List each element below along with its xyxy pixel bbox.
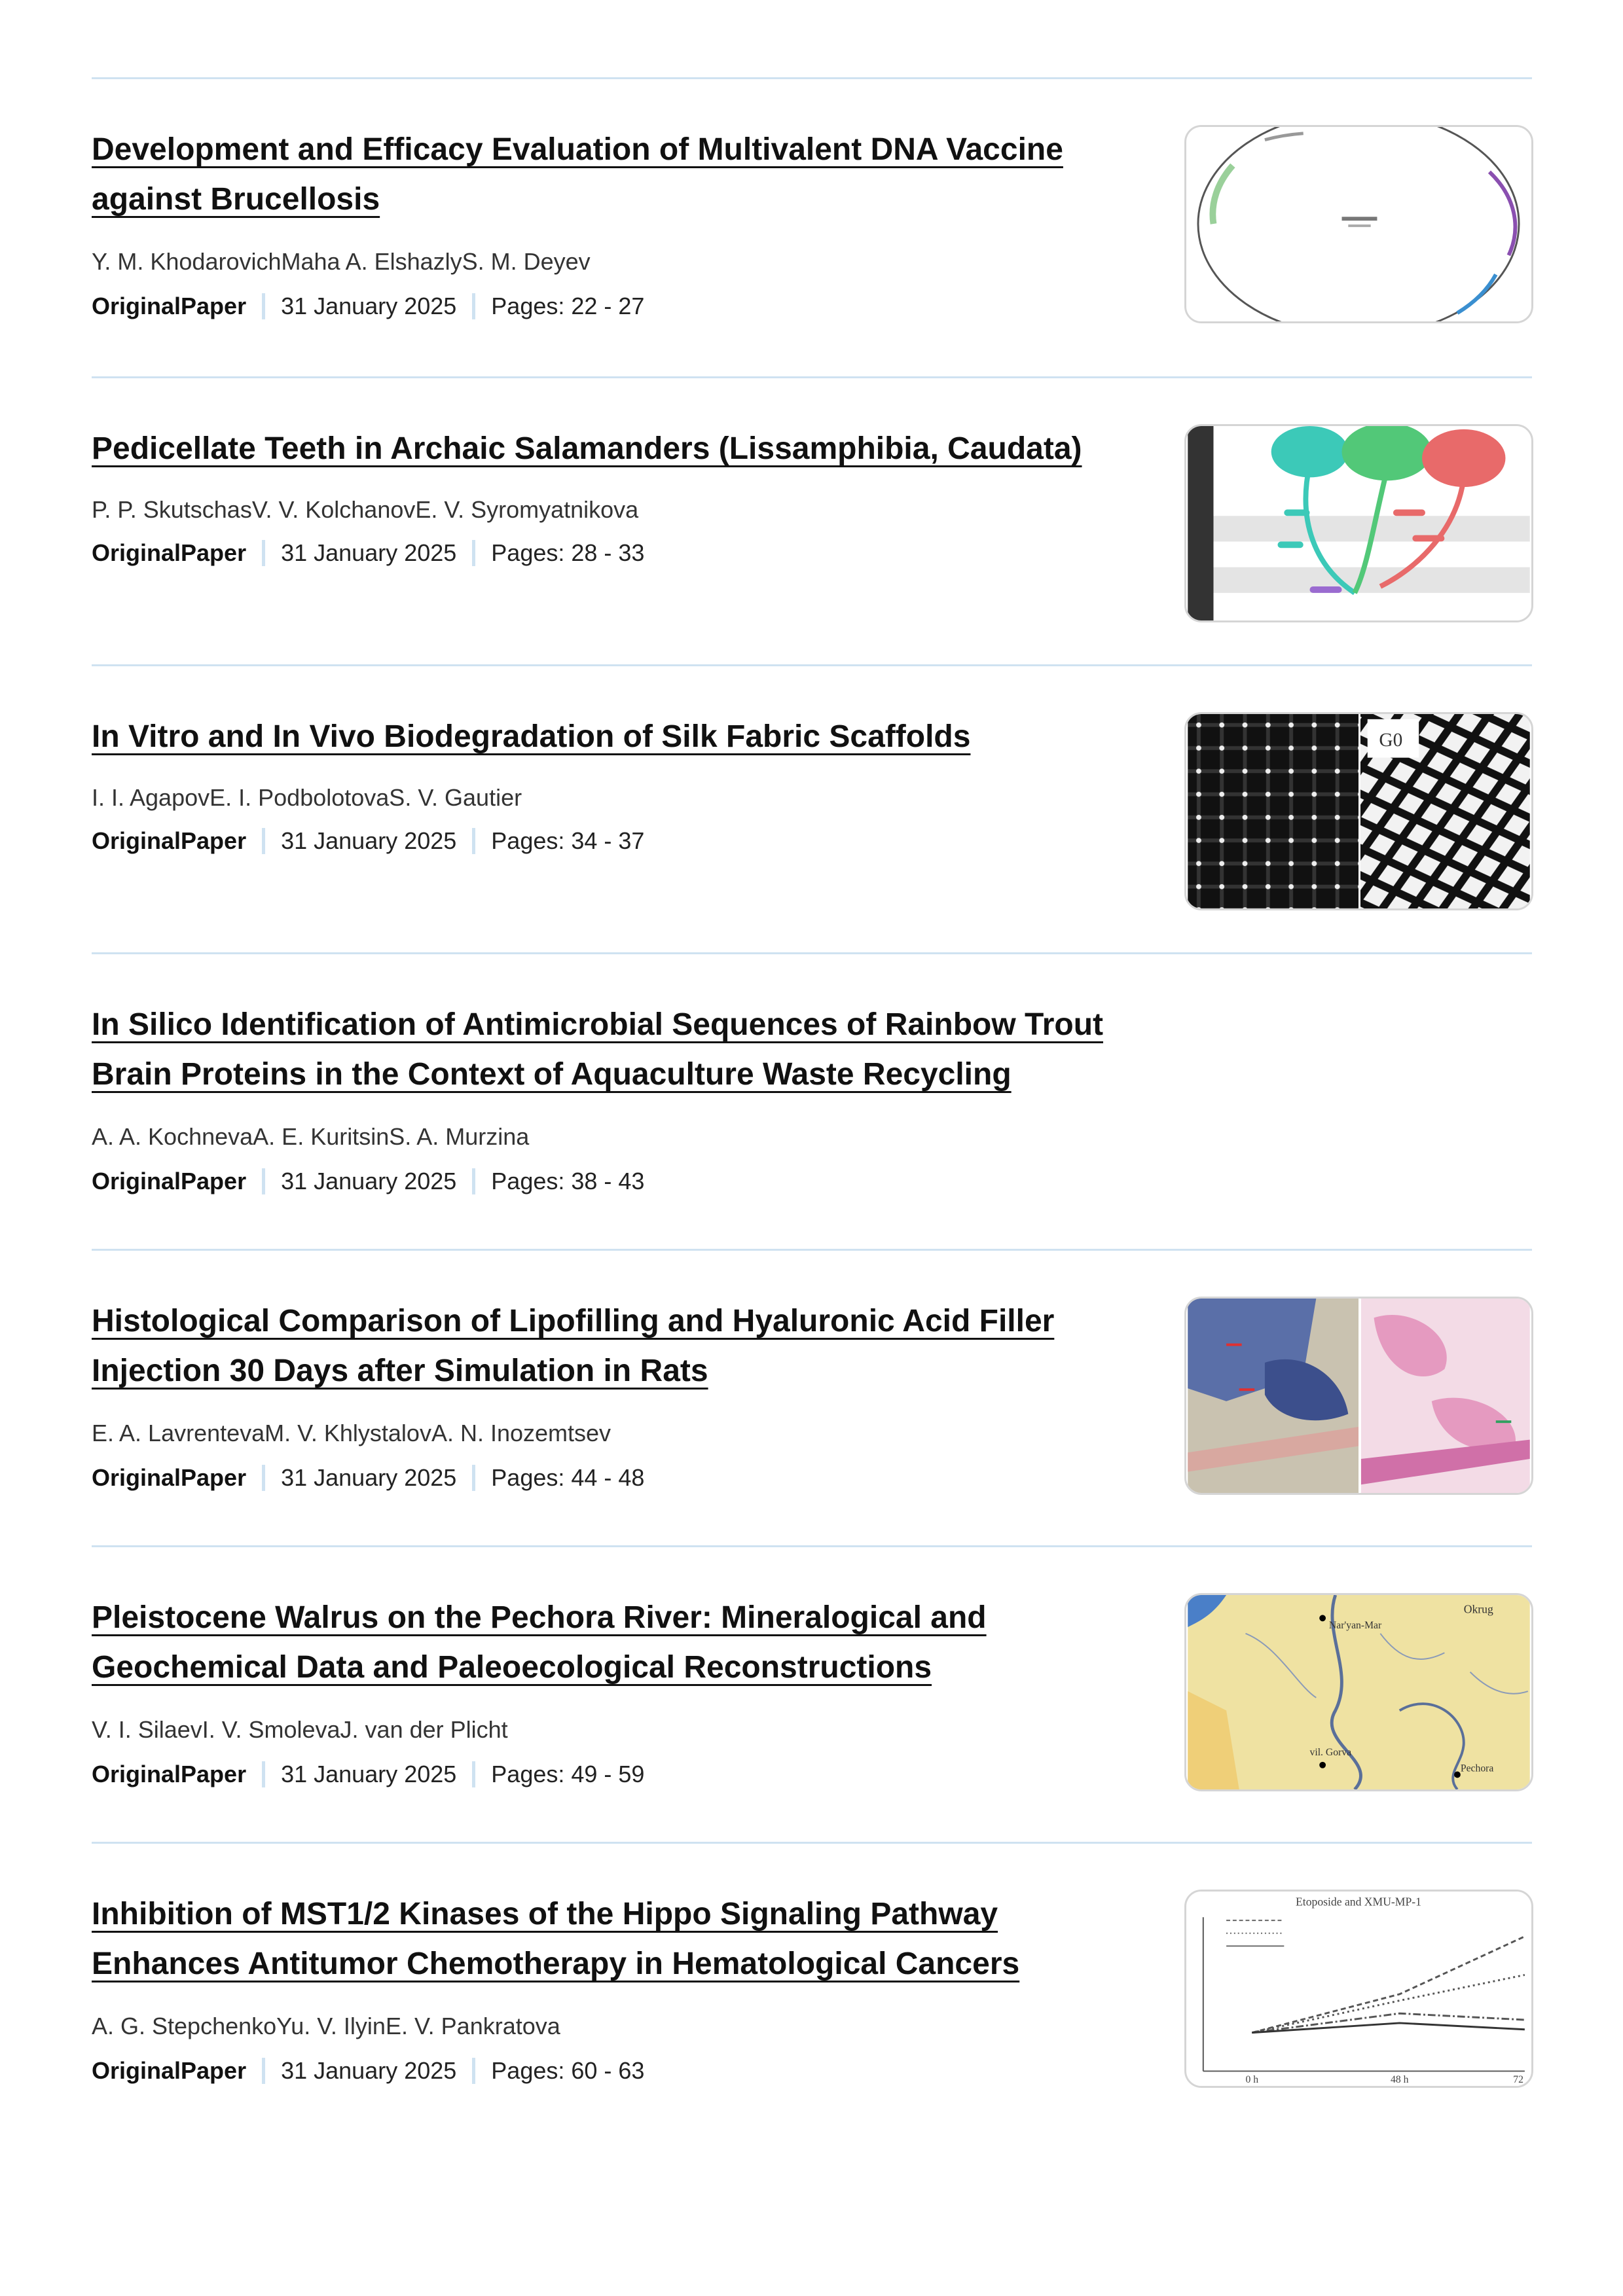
article-title-link[interactable] bbox=[92, 1297, 1152, 1396]
publication-date: 31 January 2025 bbox=[281, 1168, 457, 1194]
publication-date: 31 January 2025 bbox=[281, 827, 457, 854]
article-type: OriginalPaper bbox=[92, 539, 247, 566]
article-type: OriginalPaper bbox=[92, 1761, 247, 1787]
article-type: OriginalPaper bbox=[92, 293, 247, 319]
title-line[interactable]: against Brucellosis bbox=[92, 182, 380, 217]
article-type: OriginalPaper bbox=[92, 2057, 247, 2084]
article-meta bbox=[92, 827, 644, 855]
silk-mesh-micrograph-image bbox=[1186, 714, 1531, 908]
title-line[interactable]: Brain Proteins in the Context of Aquaculture Waste Recycling bbox=[92, 1057, 1012, 1092]
title-line[interactable]: Development and Efficacy Evaluation of Multivalent DNA Vaccine bbox=[92, 132, 1063, 167]
page-range: Pages: 44 - 48 bbox=[491, 1464, 645, 1491]
river-map-image bbox=[1186, 1595, 1531, 1789]
chart-tick-label: 0 h bbox=[1245, 2074, 1259, 2086]
article-meta bbox=[92, 1761, 644, 1788]
divider bbox=[262, 828, 265, 854]
divider bbox=[472, 2058, 475, 2084]
article-meta bbox=[92, 293, 644, 320]
page-range: Pages: 34 - 37 bbox=[491, 827, 645, 854]
divider bbox=[262, 540, 265, 566]
article-title-link[interactable] bbox=[92, 1000, 1152, 1100]
plasmid-map-image bbox=[1186, 127, 1531, 321]
title-line[interactable]: In Vitro and In Vivo Biodegradation of Silk Fabric Scaffolds bbox=[92, 719, 971, 754]
title-line[interactable]: Enhances Antitumor Chemotherapy in Hematological Cancers bbox=[92, 1946, 1020, 1981]
article-authors: A. G. StepchenkoYu. V. IlyinE. V. Pankratova bbox=[92, 2013, 560, 2039]
article-item bbox=[92, 1844, 1532, 2132]
page-range: Pages: 49 - 59 bbox=[491, 1761, 645, 1787]
article-list bbox=[92, 77, 1532, 2132]
title-line[interactable]: Pedicellate Teeth in Archaic Salamanders (Lissamphibia, Caudata) bbox=[92, 431, 1082, 466]
article-title-link[interactable] bbox=[92, 712, 1152, 762]
article-authors: E. A. LavrentevaM. V. KhlystalovA. N. Inozemtsev bbox=[92, 1420, 611, 1446]
title-line[interactable]: In Silico Identification of Antimicrobial Sequences of Rainbow Trout bbox=[92, 1007, 1103, 1042]
publication-date: 31 January 2025 bbox=[281, 293, 457, 319]
publication-date: 31 January 2025 bbox=[281, 2057, 457, 2084]
divider bbox=[262, 2058, 265, 2084]
article-thumbnail[interactable] bbox=[1184, 1890, 1533, 2088]
title-line[interactable]: Geochemical Data and Paleoecological Reconstructions bbox=[92, 1650, 932, 1685]
article-thumbnail[interactable] bbox=[1184, 712, 1533, 910]
title-line[interactable]: Pleistocene Walrus on the Pechora River: Mineralogical and bbox=[92, 1600, 987, 1635]
article-meta bbox=[92, 2057, 644, 2085]
chart-tick-label: 72 bbox=[1513, 2074, 1523, 2086]
article-item bbox=[92, 666, 1532, 954]
line-chart-image bbox=[1186, 1892, 1531, 2086]
phylogeny-diagram-image bbox=[1186, 426, 1531, 620]
divider bbox=[472, 540, 475, 566]
article-item bbox=[92, 79, 1532, 378]
article-type: OriginalPaper bbox=[92, 1168, 247, 1194]
publication-date: 31 January 2025 bbox=[281, 1761, 457, 1787]
thumbnail-label: G0 bbox=[1379, 730, 1403, 751]
page-range: Pages: 28 - 33 bbox=[491, 539, 645, 566]
article-title-link[interactable] bbox=[92, 125, 1152, 224]
article-thumbnail[interactable] bbox=[1184, 1297, 1533, 1495]
publication-date: 31 January 2025 bbox=[281, 539, 457, 566]
article-thumbnail[interactable] bbox=[1184, 424, 1533, 622]
article-thumbnail[interactable] bbox=[1184, 125, 1533, 323]
title-line[interactable]: Histological Comparison of Lipofilling and Hyaluronic Acid Filler bbox=[92, 1304, 1055, 1338]
article-title-link[interactable] bbox=[92, 1890, 1152, 1989]
divider bbox=[262, 293, 265, 319]
map-label: Nar'yan-Mar bbox=[1328, 1619, 1382, 1631]
publication-date: 31 January 2025 bbox=[281, 1464, 457, 1491]
article-item bbox=[92, 1251, 1532, 1547]
map-label: Okrug bbox=[1463, 1602, 1493, 1616]
page-range: Pages: 38 - 43 bbox=[491, 1168, 645, 1194]
divider bbox=[472, 1761, 475, 1787]
divider bbox=[472, 293, 475, 319]
map-label: Pechora bbox=[1460, 1763, 1494, 1774]
divider bbox=[472, 1465, 475, 1491]
map-label: vil. Gorva bbox=[1309, 1747, 1352, 1759]
article-type: OriginalPaper bbox=[92, 1464, 247, 1491]
article-authors: I. I. AgapovE. I. PodbolotovaS. V. Gautier bbox=[92, 784, 522, 811]
page-range: Pages: 60 - 63 bbox=[491, 2057, 645, 2084]
chart-title: Etoposide and XMU-MP-1 bbox=[1296, 1895, 1421, 1909]
divider bbox=[262, 1465, 265, 1491]
divider bbox=[472, 828, 475, 854]
article-meta bbox=[92, 1168, 644, 1195]
title-line[interactable]: Injection 30 Days after Simulation in Rats bbox=[92, 1354, 708, 1388]
article-meta bbox=[92, 539, 644, 567]
article-meta bbox=[92, 1464, 644, 1492]
article-authors: V. I. SilaevI. V. SmolevaJ. van der Plicht bbox=[92, 1716, 508, 1743]
title-line[interactable]: Inhibition of MST1/2 Kinases of the Hippo Signaling Pathway bbox=[92, 1897, 998, 1931]
article-item bbox=[92, 1547, 1532, 1844]
divider bbox=[472, 1168, 475, 1194]
article-authors: A. A. KochnevaA. E. KuritsinS. A. Murzina bbox=[92, 1123, 530, 1150]
article-authors: Y. M. KhodarovichMaha A. ElshazlyS. M. Deyev bbox=[92, 248, 591, 275]
chart-tick-label: 48 h bbox=[1391, 2074, 1409, 2086]
article-title-link[interactable] bbox=[92, 1593, 1152, 1693]
article-title-link[interactable] bbox=[92, 424, 1152, 474]
article-item bbox=[92, 954, 1532, 1251]
histology-micrograph-image bbox=[1186, 1299, 1531, 1493]
article-item bbox=[92, 378, 1532, 666]
divider bbox=[262, 1168, 265, 1194]
article-authors: P. P. SkutschasV. V. KolchanovE. V. Syromyatnikova bbox=[92, 496, 639, 523]
divider bbox=[262, 1761, 265, 1787]
article-thumbnail[interactable] bbox=[1184, 1593, 1533, 1791]
page-range: Pages: 22 - 27 bbox=[491, 293, 645, 319]
article-type: OriginalPaper bbox=[92, 827, 247, 854]
